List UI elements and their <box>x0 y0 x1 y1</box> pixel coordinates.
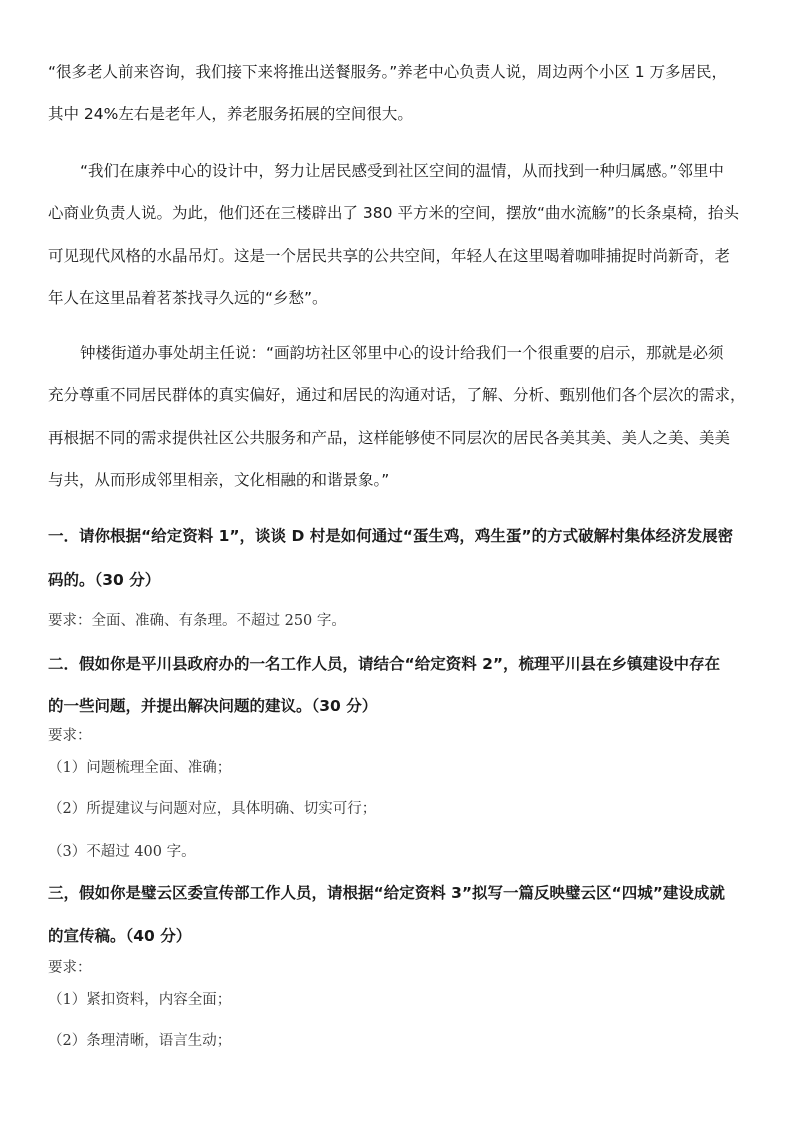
question-2-requirement-item: （3）不超过 400 字。 <box>48 844 196 860</box>
paragraph-line: 可见现代风格的水晶吊灯。这是一个居民共享的公共空间，年轻人在这里喝着咖啡捕捉时尚新奇，老 <box>48 247 731 265</box>
paragraph-line: 充分尊重不同居民群体的真实偏好，通过和居民的沟通对话，了解、分析、甄别他们各个层次的需求， <box>48 386 746 404</box>
question-3-requirement-item: （1）紧扣资料，内容全面； <box>48 992 232 1008</box>
paragraph-line: 与共，从而形成邻里相亲，文化相融的和谐景象。” <box>48 471 390 489</box>
paragraph-line: 年人在这里品着茗茶找寻久远的“乡愁”。 <box>48 289 328 307</box>
paragraph-line: “很多老人前来咨询，我们接下来将推出送餐服务。”养老中心负责人说，周边两个小区 1 万多居民， <box>48 63 728 81</box>
paragraph-line: 心商业负责人说。为此，他们还在三楼辟出了 380 平方米的空间，摆放“曲水流觞”的长条桌椅，抬头 <box>48 204 740 222</box>
paragraph-line: “我们在康养中心的设计中，努力让居民感受到社区空间的温情，从而找到一种归属感。”邻里中 <box>80 162 724 180</box>
question-2-requirement-item: （2）所提建议与问题对应，具体明确、切实可行； <box>48 801 377 817</box>
question-2-title-line-2: 的一些问题，并提出解决问题的建议。（30 分） <box>48 697 378 715</box>
question-1-title-line-2: 码的。（30 分） <box>48 571 161 589</box>
question-3-requirement-label: 要求： <box>48 960 92 976</box>
question-2-title-line-1: 二．假如你是平川县政府办的一名工作人员，请结合“给定资料 2”，梳理平川县在乡镇建设中存在 <box>48 655 721 673</box>
paragraph-line: 钟楼街道办事处胡主任说：“画韵坊社区邻里中心的设计给我们一个很重要的启示，那就是必须 <box>80 344 724 362</box>
paragraph-line: 其中 24%左右是老年人，养老服务拓展的空间很大。 <box>48 105 413 123</box>
question-3-title-line-2: 的宣传稿。（40 分） <box>48 927 192 945</box>
question-1-requirement: 要求：全面、准确、有条理。不超过 250 字。 <box>48 613 346 629</box>
question-1-title-line-1: 一．请你根据“给定资料 1”，谈谈 D 村是如何通过“蛋生鸡，鸡生蛋”的方式破解村集体经济发展密 <box>48 527 734 545</box>
question-2-requirement-label: 要求： <box>48 728 92 744</box>
question-3-title-line-1: 三，假如你是璧云区委宣传部工作人员，请根据“给定资料 3”拟写一篇反映璧云区“四城”建设成就 <box>48 884 725 902</box>
question-2-requirement-item: （1）问题梳理全面、准确； <box>48 760 232 776</box>
paragraph-line: 再根据不同的需求提供社区公共服务和产品，这样能够使不同层次的居民各美其美、美人之美、美美 <box>48 429 731 447</box>
question-3-requirement-item: （2）条理清晰，语言生动； <box>48 1033 232 1049</box>
